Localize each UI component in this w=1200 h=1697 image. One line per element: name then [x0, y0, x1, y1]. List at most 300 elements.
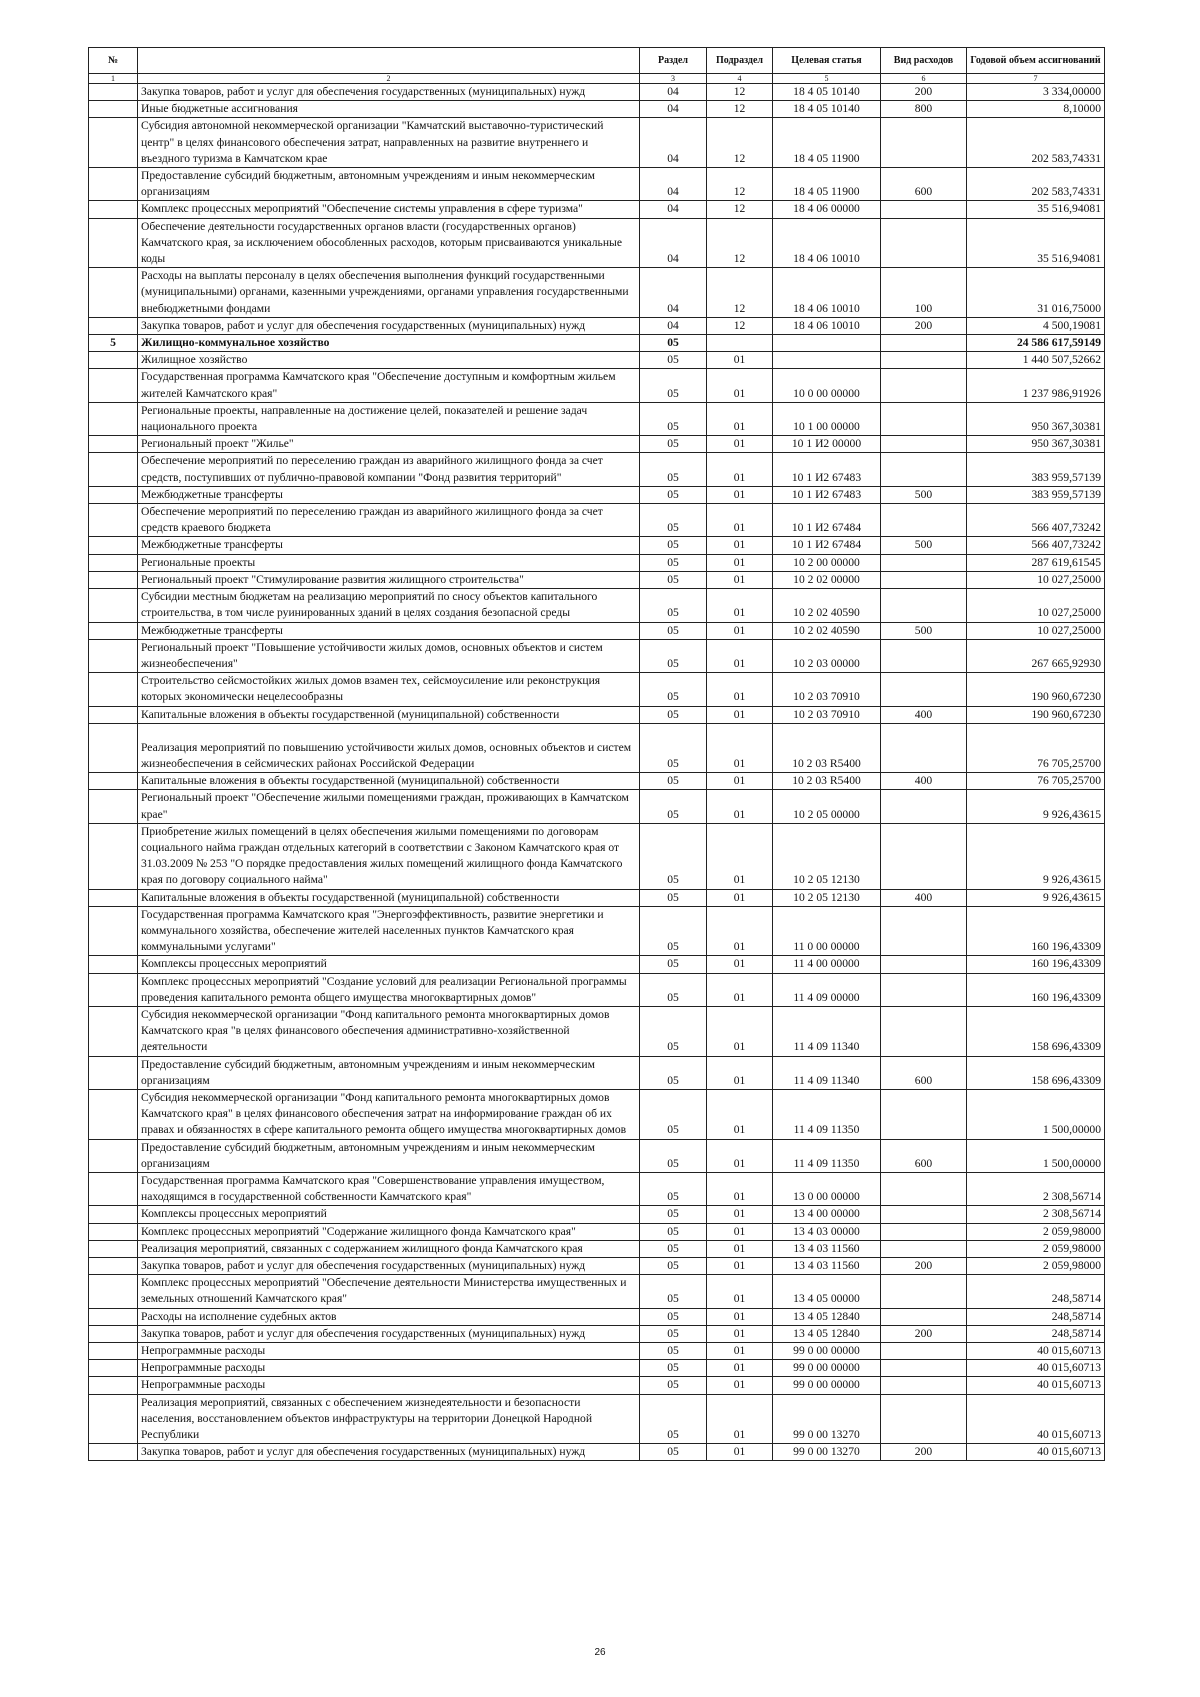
row-razdel: 05 [640, 1139, 707, 1172]
row-summa: 1 440 507,52662 [967, 352, 1105, 369]
row-name: Капитальные вложения в объекты государственной (муниципальной) собственности [138, 706, 640, 723]
row-vid-rashodov [881, 790, 967, 823]
row-name: Предоставление субсидий бюджетным, автономным учреждениям и иным некоммерческим организациям [138, 1056, 640, 1089]
row-celevaya-statya: 13 4 03 11560 [773, 1258, 881, 1275]
row-podrazdel: 12 [707, 201, 773, 218]
row-vid-rashodov: 200 [881, 84, 967, 101]
row-podrazdel: 01 [707, 706, 773, 723]
row-vid-rashodov: 200 [881, 1444, 967, 1461]
row-celevaya-statya: 11 4 09 11340 [773, 1056, 881, 1089]
row-podrazdel: 12 [707, 84, 773, 101]
header-razdel: Раздел [640, 48, 707, 74]
row-summa: 3 334,00000 [967, 84, 1105, 101]
row-vid-rashodov [881, 973, 967, 1006]
row-vid-rashodov [881, 1275, 967, 1308]
row-number [89, 1056, 138, 1089]
row-vid-rashodov [881, 1206, 967, 1223]
row-razdel: 05 [640, 773, 707, 790]
row-number [89, 317, 138, 334]
row-celevaya-statya: 99 0 00 13270 [773, 1444, 881, 1461]
row-vid-rashodov: 400 [881, 889, 967, 906]
row-razdel: 04 [640, 218, 707, 268]
table-row [89, 571, 1105, 588]
row-celevaya-statya: 10 2 05 12130 [773, 823, 881, 889]
row-summa: 190 960,67230 [967, 673, 1105, 706]
row-number [89, 268, 138, 318]
header-index-cell: 7 [967, 74, 1105, 84]
row-podrazdel: 01 [707, 1056, 773, 1089]
row-summa: 2 308,56714 [967, 1173, 1105, 1206]
row-vid-rashodov [881, 1006, 967, 1056]
row-vid-rashodov [881, 639, 967, 672]
row-number [89, 673, 138, 706]
header-name [138, 48, 640, 74]
row-summa: 4 500,19081 [967, 317, 1105, 334]
row-summa: 76 705,25700 [967, 723, 1105, 772]
row-celevaya-statya: 13 4 05 12840 [773, 1325, 881, 1342]
row-podrazdel: 01 [707, 1275, 773, 1308]
row-razdel: 05 [640, 1223, 707, 1240]
row-summa: 9 926,43615 [967, 889, 1105, 906]
row-celevaya-statya: 10 2 02 00000 [773, 571, 881, 588]
row-razdel: 05 [640, 486, 707, 503]
row-summa: 566 407,73242 [967, 537, 1105, 554]
row-name: Реализация мероприятий по повышению устойчивости жилых домов, основных объектов и систем жизнеобеспечения в сейсмических районах Российской Федерации [138, 723, 640, 772]
row-podrazdel: 12 [707, 101, 773, 118]
row-podrazdel: 01 [707, 1173, 773, 1206]
row-summa: 190 960,67230 [967, 706, 1105, 723]
row-name: Региональный проект "Жилье" [138, 436, 640, 453]
row-podrazdel: 01 [707, 1394, 773, 1444]
row-number [89, 823, 138, 889]
row-celevaya-statya: 99 0 00 00000 [773, 1377, 881, 1394]
row-celevaya-statya: 18 4 05 11900 [773, 168, 881, 201]
row-number [89, 773, 138, 790]
row-number [89, 486, 138, 503]
row-celevaya-statya: 10 2 03 R5400 [773, 773, 881, 790]
row-number [89, 369, 138, 402]
row-number [89, 84, 138, 101]
row-name: Региональный проект "Стимулирование развития жилищного строительства" [138, 571, 640, 588]
row-razdel: 04 [640, 101, 707, 118]
row-podrazdel: 01 [707, 773, 773, 790]
row-name: Закупка товаров, работ и услуг для обеспечения государственных (муниципальных) нужд [138, 1444, 640, 1461]
row-podrazdel: 01 [707, 823, 773, 889]
row-vid-rashodov [881, 201, 967, 218]
row-celevaya-statya: 18 4 06 10010 [773, 218, 881, 268]
row-razdel: 05 [640, 889, 707, 906]
table-row [89, 537, 1105, 554]
row-podrazdel: 01 [707, 1206, 773, 1223]
row-summa: 10 027,25000 [967, 622, 1105, 639]
header-summa: Годовой объем ассигнований [967, 48, 1105, 74]
row-name: Комплекс процессных мероприятий "Создание условий для реализации Региональной программы проведения капитального ремонта общего имущества многоквартирных домов" [138, 973, 640, 1006]
budget-table [88, 47, 1105, 1461]
table-row [89, 1343, 1105, 1360]
row-celevaya-statya: 10 2 05 00000 [773, 790, 881, 823]
row-vid-rashodov [881, 823, 967, 889]
row-summa: 158 696,43309 [967, 1006, 1105, 1056]
row-number [89, 790, 138, 823]
row-celevaya-statya: 10 1 И2 67484 [773, 504, 881, 537]
row-name: Межбюджетные трансферты [138, 537, 640, 554]
row-celevaya-statya: 10 1 И2 67484 [773, 537, 881, 554]
row-podrazdel [707, 335, 773, 352]
row-celevaya-statya: 10 2 02 40590 [773, 589, 881, 622]
row-razdel: 05 [640, 622, 707, 639]
row-podrazdel: 01 [707, 673, 773, 706]
row-podrazdel: 12 [707, 218, 773, 268]
row-vid-rashodov [881, 906, 967, 956]
row-podrazdel: 01 [707, 1240, 773, 1257]
table-row [89, 486, 1105, 503]
row-number [89, 402, 138, 435]
row-razdel: 05 [640, 436, 707, 453]
row-razdel: 05 [640, 1206, 707, 1223]
row-name: Непрограммные расходы [138, 1343, 640, 1360]
row-razdel: 05 [640, 673, 707, 706]
row-razdel: 04 [640, 268, 707, 318]
row-razdel: 05 [640, 571, 707, 588]
table-row [89, 823, 1105, 889]
row-summa: 40 015,60713 [967, 1377, 1105, 1394]
row-vid-rashodov [881, 402, 967, 435]
row-podrazdel: 01 [707, 1006, 773, 1056]
row-number [89, 1325, 138, 1342]
table-row [89, 317, 1105, 334]
table-row [89, 956, 1105, 973]
row-razdel: 05 [640, 1056, 707, 1089]
row-number [89, 1343, 138, 1360]
table-row [89, 453, 1105, 486]
table-row [89, 673, 1105, 706]
row-celevaya-statya [773, 352, 881, 369]
table-row [89, 436, 1105, 453]
row-vid-rashodov [881, 369, 967, 402]
table-row [89, 1258, 1105, 1275]
row-summa: 10 027,25000 [967, 589, 1105, 622]
row-celevaya-statya: 11 4 09 11350 [773, 1139, 881, 1172]
row-celevaya-statya [773, 335, 881, 352]
row-number [89, 1139, 138, 1172]
row-podrazdel: 01 [707, 723, 773, 772]
row-podrazdel: 01 [707, 537, 773, 554]
row-number [89, 436, 138, 453]
row-vid-rashodov [881, 1173, 967, 1206]
row-razdel: 05 [640, 1377, 707, 1394]
row-celevaya-statya: 10 1 И2 67483 [773, 453, 881, 486]
row-number [89, 639, 138, 672]
row-vid-rashodov: 400 [881, 773, 967, 790]
row-number [89, 352, 138, 369]
row-number [89, 1444, 138, 1461]
header-index-cell: 5 [773, 74, 881, 84]
row-summa: 76 705,25700 [967, 773, 1105, 790]
row-razdel: 04 [640, 118, 707, 168]
row-celevaya-statya: 13 4 05 12840 [773, 1308, 881, 1325]
row-summa: 40 015,60713 [967, 1343, 1105, 1360]
table-row [89, 1308, 1105, 1325]
row-podrazdel: 01 [707, 453, 773, 486]
row-name: Капитальные вложения в объекты государственной (муниципальной) собственности [138, 889, 640, 906]
row-name: Капитальные вложения в объекты государственной (муниципальной) собственности [138, 773, 640, 790]
row-summa: 383 959,57139 [967, 486, 1105, 503]
row-vid-rashodov [881, 571, 967, 588]
table-row [89, 1394, 1105, 1444]
row-celevaya-statya: 10 2 00 00000 [773, 554, 881, 571]
row-name: Закупка товаров, работ и услуг для обеспечения государственных (муниципальных) нужд [138, 84, 640, 101]
row-name: Субсидии местным бюджетам на реализацию мероприятий по сносу объектов капитального строительства, в том числе руинированных зданий в целях создания безопасной среды [138, 589, 640, 622]
row-number [89, 889, 138, 906]
row-number [89, 537, 138, 554]
row-razdel: 05 [640, 823, 707, 889]
row-vid-rashodov [881, 1377, 967, 1394]
table-row [89, 504, 1105, 537]
row-vid-rashodov [881, 589, 967, 622]
row-vid-rashodov [881, 1089, 967, 1139]
row-podrazdel: 01 [707, 906, 773, 956]
row-summa: 9 926,43615 [967, 823, 1105, 889]
row-podrazdel: 12 [707, 268, 773, 318]
header-index-cell: 2 [138, 74, 640, 84]
row-celevaya-statya: 11 4 00 00000 [773, 956, 881, 973]
row-razdel: 05 [640, 790, 707, 823]
row-name: Комплекс процессных мероприятий "Обеспечение деятельности Министерства имущественных и земельных отношений Камчатского края" [138, 1275, 640, 1308]
row-podrazdel: 01 [707, 1343, 773, 1360]
table-row [89, 622, 1105, 639]
row-summa: 8,10000 [967, 101, 1105, 118]
row-number [89, 1377, 138, 1394]
row-name: Субсидия некоммерческой организации "Фонд капитального ремонта многоквартирных домов Камчатского края" в целях финансового обеспечения затрат на информирование граждан об их правах и обязанностях в сфере капитального ремонта общего имущества многоквартирных домов [138, 1089, 640, 1139]
row-name: Строительство сейсмостойких жилых домов взамен тех, сейсмоусиление или реконструкция которых экономически нецелесообразны [138, 673, 640, 706]
row-podrazdel: 01 [707, 790, 773, 823]
row-summa: 2 308,56714 [967, 1206, 1105, 1223]
row-number [89, 201, 138, 218]
row-podrazdel: 12 [707, 168, 773, 201]
row-vid-rashodov [881, 723, 967, 772]
row-vid-rashodov [881, 436, 967, 453]
row-vid-rashodov [881, 1240, 967, 1257]
row-number [89, 1394, 138, 1444]
table-row [89, 639, 1105, 672]
row-summa: 31 016,75000 [967, 268, 1105, 318]
row-razdel: 05 [640, 1089, 707, 1139]
row-razdel: 05 [640, 723, 707, 772]
row-summa: 9 926,43615 [967, 790, 1105, 823]
row-vid-rashodov [881, 352, 967, 369]
row-podrazdel: 01 [707, 589, 773, 622]
row-vid-rashodov [881, 1308, 967, 1325]
row-razdel: 05 [640, 1308, 707, 1325]
row-summa: 267 665,92930 [967, 639, 1105, 672]
row-number [89, 504, 138, 537]
row-summa: 202 583,74331 [967, 168, 1105, 201]
row-razdel: 05 [640, 589, 707, 622]
page-number: 26 [594, 1647, 606, 1658]
row-podrazdel: 01 [707, 1308, 773, 1325]
table-row [89, 790, 1105, 823]
row-number [89, 906, 138, 956]
row-podrazdel: 01 [707, 956, 773, 973]
row-name: Непрограммные расходы [138, 1377, 640, 1394]
row-name: Комплекс процессных мероприятий "Содержание жилищного фонда Камчатского края" [138, 1223, 640, 1240]
row-number [89, 1089, 138, 1139]
row-name: Обеспечение мероприятий по переселению граждан из аварийного жилищного фонда за счет средств краевого бюджета [138, 504, 640, 537]
row-summa: 950 367,30381 [967, 436, 1105, 453]
row-razdel: 05 [640, 639, 707, 672]
row-vid-rashodov: 500 [881, 486, 967, 503]
row-razdel: 05 [640, 956, 707, 973]
budget-sheet [88, 47, 1104, 1461]
header-vid-rashodov: Вид расходов [881, 48, 967, 74]
header-celevaya-statya: Целевая статья [773, 48, 881, 74]
row-podrazdel: 12 [707, 118, 773, 168]
row-celevaya-statya: 10 2 03 70910 [773, 673, 881, 706]
table-row [89, 118, 1105, 168]
row-celevaya-statya: 18 4 05 11900 [773, 118, 881, 168]
row-vid-rashodov [881, 504, 967, 537]
row-vid-rashodov: 200 [881, 1325, 967, 1342]
row-name: Региональный проект "Обеспечение жилыми помещениями граждан, проживающих в Камчатском крае" [138, 790, 640, 823]
table-row [89, 352, 1105, 369]
row-summa: 383 959,57139 [967, 453, 1105, 486]
row-number [89, 1206, 138, 1223]
table-row [89, 218, 1105, 268]
table-row [89, 973, 1105, 1006]
table-row [89, 402, 1105, 435]
row-podrazdel: 01 [707, 1325, 773, 1342]
header-index-cell: 6 [881, 74, 967, 84]
row-podrazdel: 01 [707, 1360, 773, 1377]
row-name: Региональный проект "Повышение устойчивости жилых домов, основных объектов и систем жизнеобеспечения" [138, 639, 640, 672]
row-vid-rashodov [881, 118, 967, 168]
row-name: Обеспечение мероприятий по переселению граждан из аварийного жилищного фонда за счет средств, поступивших от публично-правовой компании "Фонд развития территорий" [138, 453, 640, 486]
table-row [89, 706, 1105, 723]
row-vid-rashodov: 800 [881, 101, 967, 118]
row-vid-rashodov: 600 [881, 1139, 967, 1172]
row-razdel: 05 [640, 369, 707, 402]
row-summa: 160 196,43309 [967, 973, 1105, 1006]
row-vid-rashodov [881, 1360, 967, 1377]
row-celevaya-statya: 18 4 05 10140 [773, 84, 881, 101]
row-number [89, 723, 138, 772]
row-podrazdel: 01 [707, 554, 773, 571]
row-razdel: 05 [640, 1394, 707, 1444]
row-name: Обеспечение деятельности государственных органов власти (государственных органов) Камчатского края, за исключением обособленных расходов, которым присваиваются уникальные коды [138, 218, 640, 268]
row-summa: 10 027,25000 [967, 571, 1105, 588]
row-podrazdel: 01 [707, 436, 773, 453]
row-celevaya-statya: 18 4 05 10140 [773, 101, 881, 118]
row-name: Межбюджетные трансферты [138, 486, 640, 503]
row-vid-rashodov [881, 1223, 967, 1240]
row-vid-rashodov [881, 673, 967, 706]
row-vid-rashodov [881, 956, 967, 973]
table-row [89, 1223, 1105, 1240]
row-number [89, 1360, 138, 1377]
row-vid-rashodov: 500 [881, 537, 967, 554]
row-celevaya-statya: 10 1 00 00000 [773, 402, 881, 435]
row-vid-rashodov [881, 453, 967, 486]
row-razdel: 05 [640, 335, 707, 352]
header-index-cell: 3 [640, 74, 707, 84]
row-name: Закупка товаров, работ и услуг для обеспечения государственных (муниципальных) нужд [138, 1258, 640, 1275]
table-body [89, 84, 1105, 1461]
row-podrazdel: 01 [707, 1223, 773, 1240]
row-podrazdel: 01 [707, 639, 773, 672]
row-razdel: 05 [640, 352, 707, 369]
row-celevaya-statya: 13 4 03 00000 [773, 1223, 881, 1240]
row-summa: 2 059,98000 [967, 1223, 1105, 1240]
row-name: Расходы на исполнение судебных актов [138, 1308, 640, 1325]
table-row [89, 1444, 1105, 1461]
table-row [89, 889, 1105, 906]
row-summa: 248,58714 [967, 1308, 1105, 1325]
table-row [89, 1173, 1105, 1206]
row-razdel: 05 [640, 1444, 707, 1461]
row-podrazdel: 01 [707, 1258, 773, 1275]
row-summa: 35 516,94081 [967, 201, 1105, 218]
table-row [89, 335, 1105, 352]
row-razdel: 05 [640, 402, 707, 435]
row-razdel: 05 [640, 1325, 707, 1342]
row-celevaya-statya: 18 4 06 10010 [773, 268, 881, 318]
row-summa: 287 619,61545 [967, 554, 1105, 571]
row-name: Субсидия автономной некоммерческой организации "Камчатский выставочно-туристический центр" в целях финансового обеспечения затрат, направленных на развитие внутреннего и въездного туризма в Камчатском крае [138, 118, 640, 168]
row-summa: 202 583,74331 [967, 118, 1105, 168]
row-podrazdel: 01 [707, 486, 773, 503]
table-row [89, 554, 1105, 571]
row-number [89, 1006, 138, 1056]
row-summa: 160 196,43309 [967, 906, 1105, 956]
row-podrazdel: 01 [707, 973, 773, 1006]
table-row [89, 589, 1105, 622]
row-name: Комплексы процессных мероприятий [138, 1206, 640, 1223]
row-name: Государственная программа Камчатского края "Энергоэффективность, развитие энергетики и коммунального хозяйства, обеспечение жителей населенных пунктов Камчатского края коммунальными услугами" [138, 906, 640, 956]
header-index-cell: 1 [89, 74, 138, 84]
row-number [89, 554, 138, 571]
row-celevaya-statya: 10 2 05 12130 [773, 889, 881, 906]
row-podrazdel: 01 [707, 1139, 773, 1172]
table-row [89, 1089, 1105, 1139]
row-razdel: 05 [640, 1173, 707, 1206]
row-vid-rashodov [881, 335, 967, 352]
row-razdel: 05 [640, 554, 707, 571]
table-row [89, 201, 1105, 218]
row-podrazdel: 12 [707, 317, 773, 334]
row-summa: 24 586 617,59149 [967, 335, 1105, 352]
row-name: Непрограммные расходы [138, 1360, 640, 1377]
row-number [89, 101, 138, 118]
row-razdel: 04 [640, 317, 707, 334]
row-summa: 1 500,00000 [967, 1139, 1105, 1172]
row-razdel: 05 [640, 1258, 707, 1275]
row-summa: 1 237 986,91926 [967, 369, 1105, 402]
table-row [89, 723, 1105, 772]
row-vid-rashodov: 600 [881, 1056, 967, 1089]
row-number [89, 1173, 138, 1206]
row-razdel: 05 [640, 706, 707, 723]
row-number [89, 973, 138, 1006]
table-row [89, 1325, 1105, 1342]
row-name: Региональные проекты [138, 554, 640, 571]
row-number [89, 1308, 138, 1325]
row-celevaya-statya: 11 4 09 11340 [773, 1006, 881, 1056]
row-celevaya-statya: 10 0 00 00000 [773, 369, 881, 402]
header-row [89, 48, 1105, 74]
row-vid-rashodov [881, 554, 967, 571]
row-number [89, 453, 138, 486]
row-name: Иные бюджетные ассигнования [138, 101, 640, 118]
